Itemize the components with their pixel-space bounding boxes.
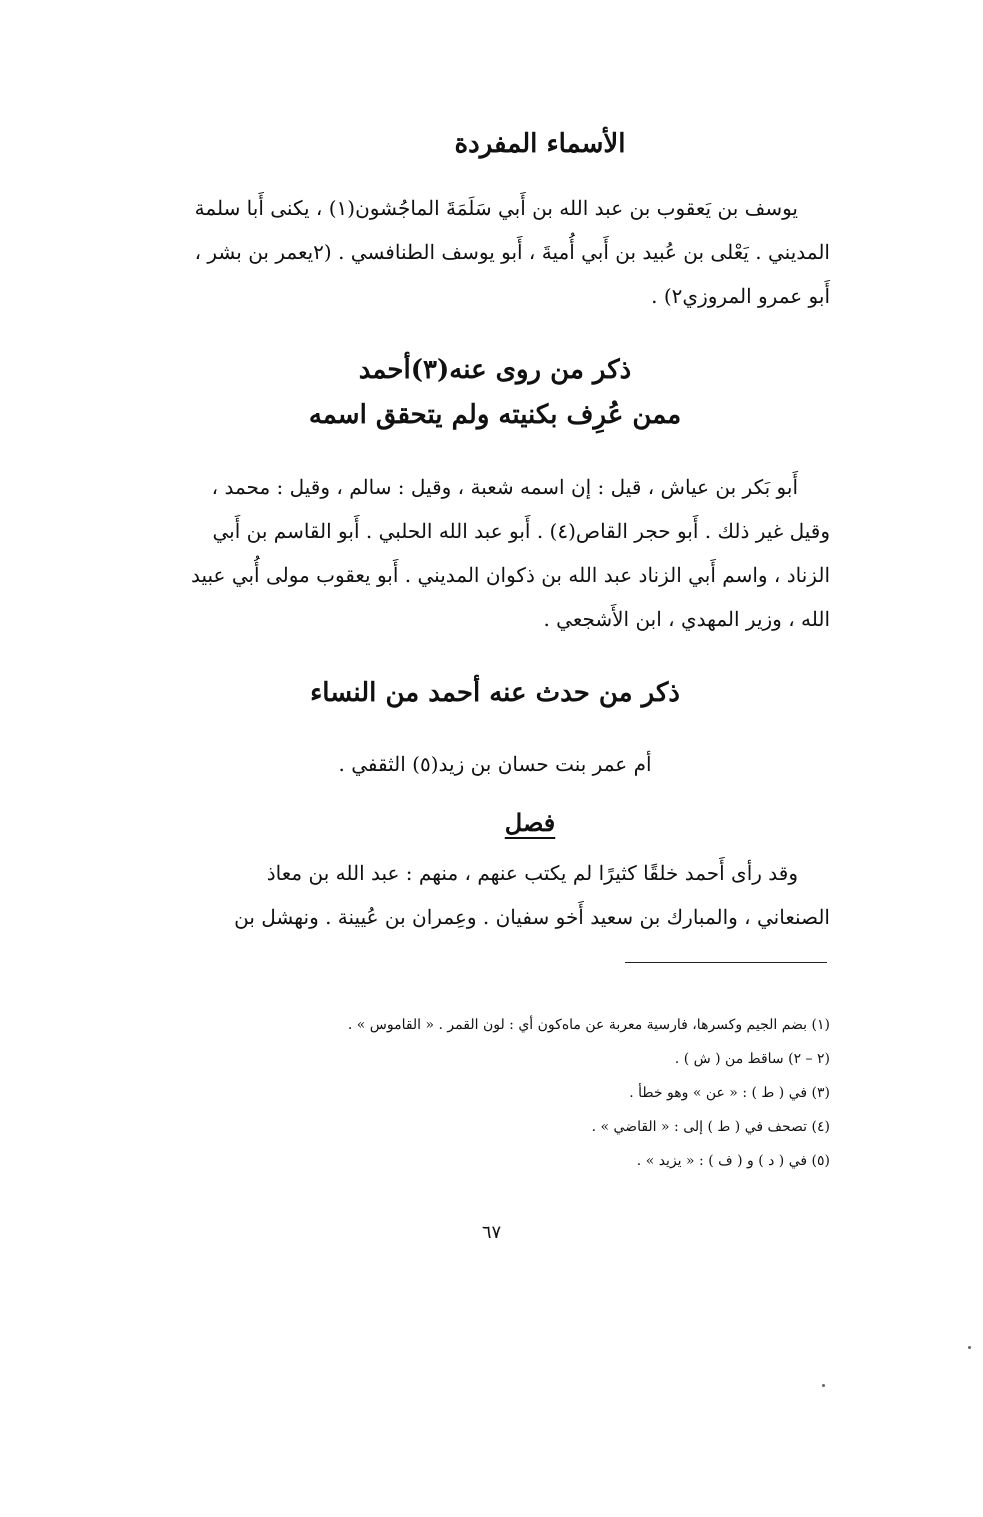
scan-speck <box>822 1384 825 1387</box>
main-text <box>160 128 830 939</box>
paragraph-line: وقيل غير ذلك . أَبو حجر القاص(٤) . أَبو عبد الله الحلبي . أَبو القاسم بن أَبي <box>212 518 830 543</box>
kunya-paragraph <box>160 465 830 641</box>
footnote: (٥) في ( د ) و ( ف ) : « يزيد » . <box>636 1153 830 1169</box>
page-title: الأسماء المفردة <box>454 129 626 159</box>
paragraph-line: الزناد ، واسم أَبي الزناد عبد الله بن ذكوان المديني . أَبو يعقوب مولى أُبي عبيد <box>190 562 830 587</box>
paragraph-line: الله ، وزير المهدي ، ابن الأَشجعي . <box>543 606 830 631</box>
section-heading-line: ممن عُرِف بكنيته ولم يتحقق اسمه <box>308 400 682 431</box>
footnote: (٣) في ( ط ) : « عن » وهو خطأ . <box>629 1085 830 1101</box>
fasl-heading: فصل <box>504 808 556 838</box>
section-heading-line: ذكر من حدث عنه أحمد من النساء <box>310 677 680 708</box>
section-heading-line: ذكر من روى عنه(٣)أحمد <box>358 354 632 385</box>
fasl-paragraph <box>160 851 830 939</box>
footnote-separator <box>625 962 827 963</box>
paragraph-line: المديني . يَعْلى بن عُبيد بن أَبي أُميةَ ، أَبو يوسف الطنافسي . (٢يعمر بن بشر ، <box>194 239 830 264</box>
paragraph-line: أَبو عمرو المروزي٢) . <box>651 283 830 308</box>
footnote: (١) بضم الجيم وكسرها، فارسية معربة عن ماه‌كون أي : لون القمر . « القاموس » . <box>347 1017 830 1033</box>
paragraph-line: أَبو بَكر بن عياش ، قيل : إن اسمه شعبة ، وقيل : سالم ، وقيل : محمد ، <box>211 474 798 499</box>
footnotes <box>160 1008 830 1178</box>
scan-speck <box>968 1346 971 1349</box>
footnote: (٢ – ٢) ساقط من ( ش ) . <box>674 1051 830 1067</box>
paragraph-line: وقد رأى أَحمد خلقًا كثيرًا لم يكتب عنهم ، منهم : عبد الله بن معاذ <box>266 861 798 886</box>
women-narrator-line: أم عمر بنت حسان بن زيد(٥) الثقفي . <box>338 752 652 777</box>
section-heading-narrators <box>160 348 830 439</box>
page-number: ٦٧ <box>481 1222 502 1243</box>
paragraph-line: يوسف بن يَعقوب بن عبد الله بن أَبي سَلَمَةَ الماجُشون(١) ، يكنى أَبا سلمة <box>194 195 798 220</box>
footnote: (٤) تصحف في ( ط ) إلى : « القاضي » . <box>591 1119 830 1135</box>
section-heading-women <box>160 671 830 717</box>
single-names-paragraph <box>160 186 830 318</box>
paragraph-line: الصنعاني ، والمبارك بن سعيد أَخو سفيان . وعِمران بن عُيينة . ونهشل بن <box>234 905 830 930</box>
